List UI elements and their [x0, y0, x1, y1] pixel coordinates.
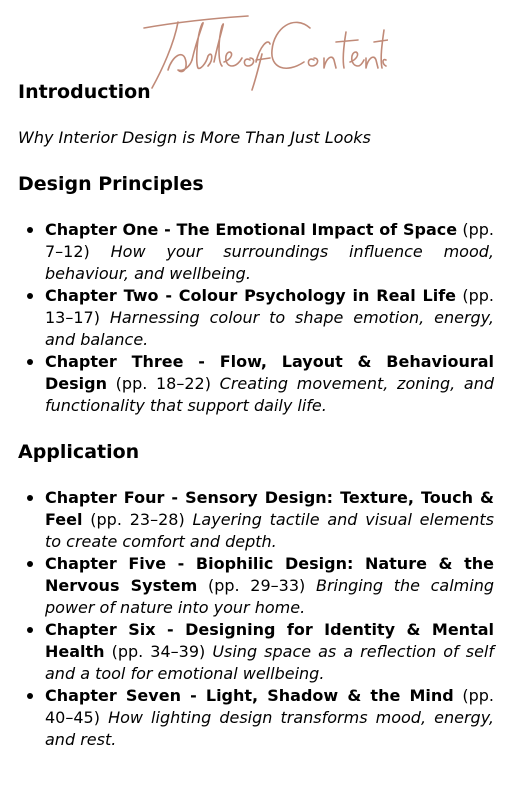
design-principles-chapter-list [0, 219, 494, 417]
application-chapter-list [0, 487, 494, 751]
chapter-pages: (pp. 23–28) [90, 510, 185, 529]
section-heading-design-principles: Design Principles [18, 173, 204, 195]
chapter-pages: (pp. 7–12) [45, 220, 494, 261]
chapter-pages: (pp. 13–17) [45, 286, 494, 327]
chapter-title: Chapter Two - Colour Psychology in Real Life [45, 286, 457, 305]
chapter-description: Creating movement, zoning, and functionality that support daily life. [45, 374, 494, 415]
list-item [45, 553, 494, 619]
page-title [138, 4, 388, 94]
script-title-logo [138, 4, 388, 94]
chapter-pages: (pp. 18–22) [115, 374, 211, 393]
chapter-description: How lighting design transforms mood, energy, and rest. [45, 708, 495, 749]
introduction-subtitle: Why Interior Design is More Than Just Looks [18, 128, 371, 147]
chapter-title: Chapter Four - Sensory Design: Texture, Touch & Feel [45, 488, 494, 529]
chapter-description: Harnessing colour to shape emotion, energy, and balance. [45, 308, 494, 349]
list-item [45, 285, 494, 351]
chapter-title: Chapter One - The Emotional Impact of Space [45, 220, 458, 239]
list-item [45, 487, 494, 553]
chapter-pages: (pp. 29–33) [207, 576, 306, 595]
list-item [45, 351, 494, 417]
chapter-title: Chapter Seven - Light, Shadow & the Mind [45, 686, 454, 705]
chapter-title: Chapter Five - Biophilic Design: Nature & the Nervous System [45, 554, 494, 595]
chapter-description: Layering tactile and visual elements to create comfort and depth. [45, 510, 494, 551]
section-heading-application: Application [18, 441, 140, 463]
chapter-description: Bringing the calming power of nature into your home. [45, 576, 495, 617]
list-item [45, 219, 494, 285]
chapter-pages: (pp. 40–45) [45, 686, 494, 727]
list-item [45, 685, 494, 751]
section-heading-introduction: Introduction [18, 81, 151, 103]
chapter-description: Using space as a reflection of self and a tool for emotional wellbeing. [45, 642, 494, 683]
chapter-title: Chapter Three - Flow, Layout & Behavioural Design [45, 352, 494, 393]
chapter-title: Chapter Six - Designing for Identity & Mental Health [45, 620, 494, 661]
chapter-pages: (pp. 34–39) [111, 642, 206, 661]
chapter-description: How your surroundings influence mood, behaviour, and wellbeing. [45, 242, 494, 283]
list-item [45, 619, 494, 685]
